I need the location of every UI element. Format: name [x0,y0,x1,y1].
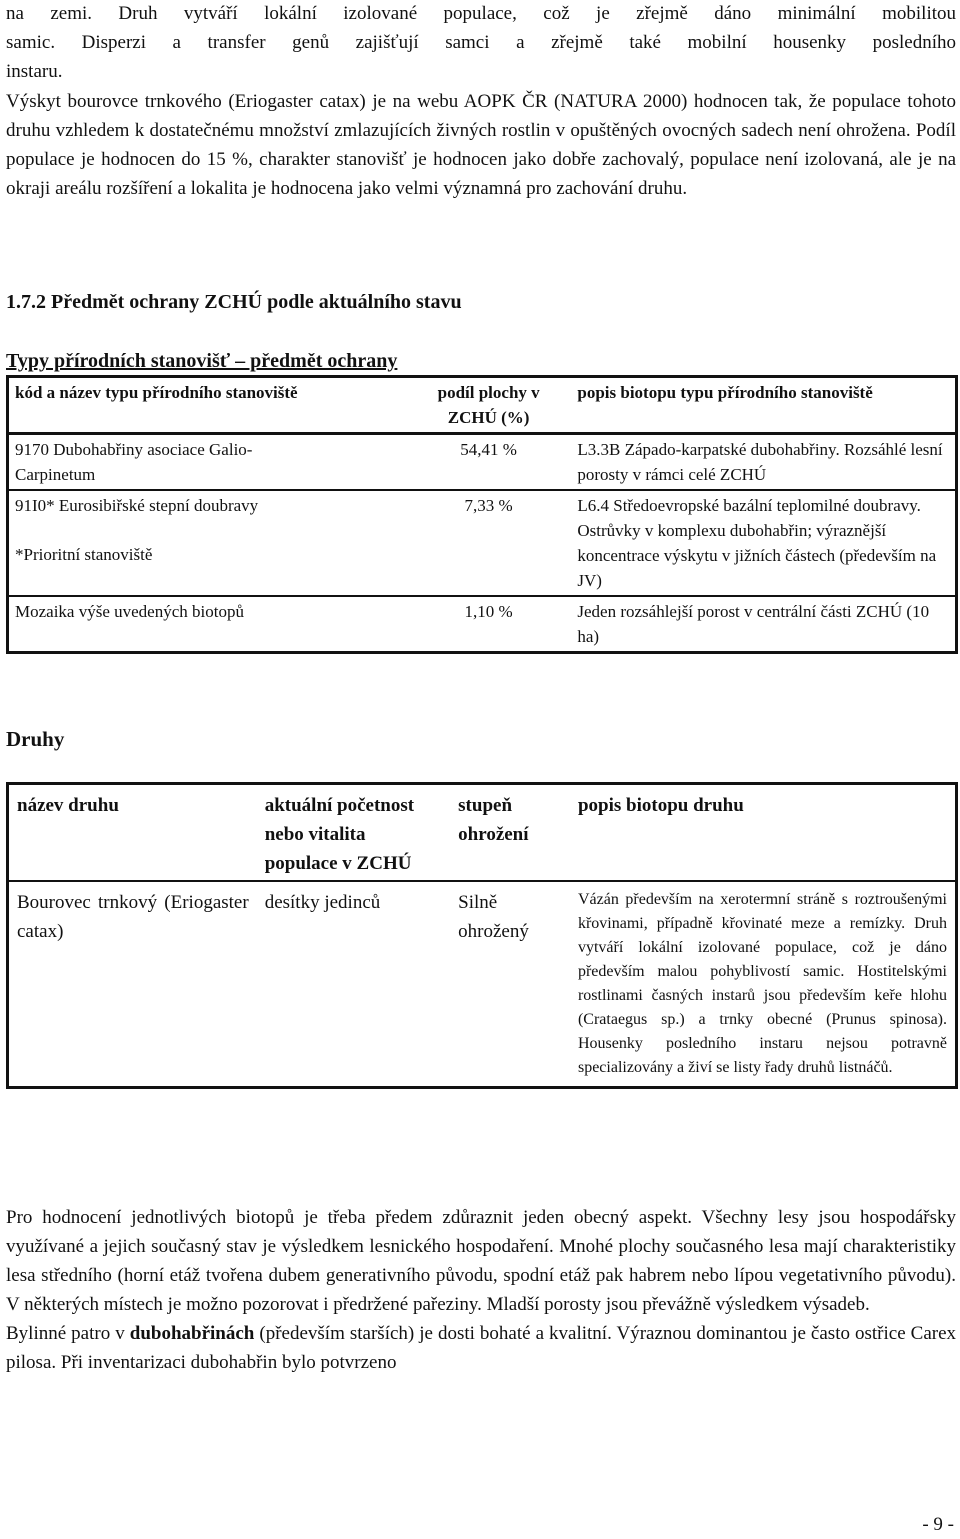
habitat-name: Mozaika výše uvedených biotopů [15,602,244,621]
species-name: Bourovec trnkový (Eriogaster catax) [17,892,249,942]
text-run: (především starších) je dosti bohaté a kvalitní. Výraznou dominantou je často ostřice Carex pilosa. Při inventarizaci dubohabřin bylo potvrzeno [6,1323,957,1373]
section-heading: 1.7.2 Předmět ochrany ZCHÚ podle aktuálního stavu [6,291,462,313]
table-row [8,434,957,491]
habitat-share: 7,33 % [464,496,513,515]
table-header-row [8,377,957,434]
table-header-row [8,784,957,882]
habitat-description: Jeden rozsáhlejší porost v centrální části ZCHÚ (10 ha) [577,602,930,646]
table-row [8,490,957,596]
habitat-description: L6.4 Středoevropské bazální teplomilné doubravy. Ostrůvky v komplexu dubohabřin; výraznější koncentrace výskytu v jižních částech (především na JV) [577,496,937,590]
habitat-name: 91I0* Eurosibiřské stepní doubravy [15,496,259,515]
column-header: stupeň ohrožení [450,784,570,882]
species-heading: Druhy [6,727,65,751]
page-number: - 9 - [922,1514,954,1535]
column-header: popis biotopu typu přírodního stanoviště [571,377,957,434]
habitat-cell [8,490,407,596]
paragraph-forest-assessment: Pro hodnocení jednotlivých biotopů je třeba předem zdůraznit jeden obecný aspekt. Všechny lesy jsou hospodářsky využívané a jejich současný stav je výsledkem lesnického hospodaření. Mnohé plochy současného lesa mají charakteristiky lesa středního (horní etáž tvořena dubem generativního původu, spodní etáž pak habrem nebo lípou vegetativního původu). V některých místech je možno pozorovat i předržené pařeziny. Mladší porosty jsou převážně výsledkem výsadeb. [6,1207,956,1315]
paragraph-herb-layer [6,1319,956,1377]
habitat-share: 54,41 % [460,440,517,459]
habitat-share: 1,10 % [464,602,513,621]
species-abundance: desítky jedinců [264,892,381,913]
species-threat: Silně ohrožený [458,892,529,942]
table-row [8,881,957,1088]
bold-term: dubohabřinách [129,1323,255,1344]
species-table [6,782,958,1089]
paragraph-intro [6,0,956,86]
column-header: popis biotopu druhu [570,784,957,882]
table-row [8,596,957,653]
column-header: kód a název typu přírodního stanoviště [8,377,407,434]
species-description: Vázán především na xerotermní stráně s roztroušenými křovinami, případně křovinaté meze a remízky. Druh vytváří lokální izolované populace, což je dáno především malou pohyblivostí samic. Hostitelskými rostlinami časných instarů jsou především keře hlohu (Crataegus sp.) a trnky obecné (Prunus spinosa). Housenky posledního instaru nejsou potravně specializovány a živí se listy řady druhů listnáčů. [577,891,947,1076]
column-header: podíl plochy v ZCHÚ (%) [406,377,570,434]
paragraph-line: instaru. [6,61,63,82]
paragraph-block [6,1203,956,1377]
paragraph-line: na zemi. Druh vytváří lokální izolované populace, což je zřejmě dáno minimální mobilitou [6,3,956,24]
column-header: aktuální početnost nebo vitalita populace v ZCHÚ [257,784,450,882]
habitat-heading: Typy přírodních stanovišť – předmět ochrany [6,350,398,372]
habitat-name: 9170 Dubohabřiny asociace Galio-Carpinetum [15,440,253,484]
paragraph-line: samic. Disperzi a transfer genů zajišťují samci a zřejmě také mobilní housenky posledního [6,32,956,53]
habitat-note: *Prioritní stanoviště [15,545,153,564]
text-run: Bylinné patro v [6,1323,130,1344]
column-header: název druhu [8,784,257,882]
habitat-table [6,375,958,654]
habitat-description: L3.3B Západo-karpatské dubohabřiny. Rozsáhlé lesní porosty v rámci celé ZCHÚ [577,440,943,484]
paragraph-natura-assessment: Výskyt bourovce trnkového (Eriogaster catax) je na webu AOPK ČR (NATURA 2000) hodnocen tak, že populace tohoto druhu vzhledem k dostatečnému množství zmlazujících živných rostlin v opuštěných ovocných sadech není ohrožena. Podíl populace je hodnocen do 15 %, charakter stanovišť je hodnocen jako dobře zachovalý, populace není izolovaná, ale je na okraji areálu rozšíření a lokalita je hodnocena jako velmi významná pro zachování druhu. [6,91,956,199]
